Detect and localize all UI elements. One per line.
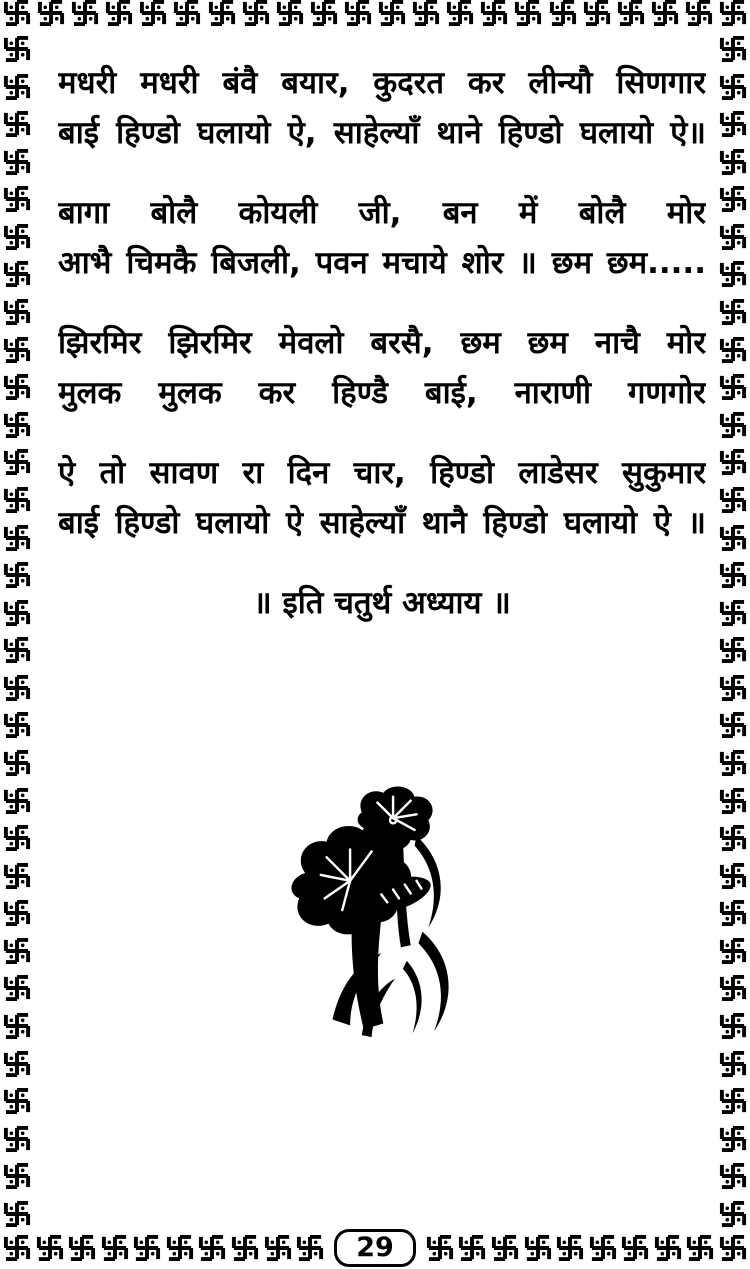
swastika-icon	[70, 0, 100, 28]
verse-line: मुलक मुलक कर हिण्डै बाई, नाराणी गणगोर	[58, 375, 706, 411]
swastika-icon	[548, 0, 578, 28]
swastika-icon	[445, 0, 475, 28]
swastika-icon	[2, 523, 32, 553]
stanza-3	[58, 318, 706, 418]
swastika-icon	[411, 0, 441, 28]
swastika-icon	[718, 1199, 748, 1229]
swastika-icon	[718, 297, 748, 327]
swastika-icon	[718, 710, 748, 740]
swastika-icon	[2, 560, 32, 590]
swastika-icon	[263, 1233, 293, 1263]
swastika-icon	[2, 673, 32, 703]
swastika-icon	[425, 1233, 455, 1263]
swastika-icon	[718, 635, 748, 665]
swastika-icon	[2, 72, 32, 102]
swastika-border-bottom	[0, 1229, 750, 1267]
swastika-icon	[2, 1124, 32, 1154]
swastika-icon	[718, 447, 748, 477]
swastika-icon	[718, 523, 748, 553]
swastika-icon	[718, 410, 748, 440]
swastika-icon	[718, 485, 748, 515]
swastika-icon	[2, 372, 32, 402]
swastika-icon	[718, 184, 748, 214]
stanza-2	[58, 188, 706, 288]
swastika-icon	[2, 335, 32, 365]
swastika-icon	[343, 0, 373, 28]
swastika-icon	[620, 1233, 650, 1263]
swastika-icon	[2, 147, 32, 177]
swastika-icon	[165, 1233, 195, 1263]
chapter-end-line: ॥ इति चतुर्थ अध्याय ॥	[253, 585, 511, 621]
swastika-icon	[2, 748, 32, 778]
swastika-icon	[718, 109, 748, 139]
verse-line: बाई हिण्डो घलायो ऐ, साहेल्याँ थाने हिण्डो घलायो ऐ॥	[58, 115, 706, 151]
swastika-icon	[2, 1161, 32, 1191]
swastika-icon	[718, 34, 748, 64]
swastika-icon	[718, 1161, 748, 1191]
swastika-icon	[718, 748, 748, 778]
verse-line: ऐ तो सावण रा दिन चार, हिण्डो लाडेसर सुकुमार	[58, 455, 706, 491]
swastika-icon	[2, 1199, 32, 1229]
swastika-icon	[36, 0, 66, 28]
swastika-icon	[275, 0, 305, 28]
swastika-icon	[718, 372, 748, 402]
swastika-icon	[2, 598, 32, 628]
swastika-icon	[2, 259, 32, 289]
flower-illustration	[268, 785, 483, 1043]
stanza-1	[58, 58, 706, 158]
swastika-icon	[653, 1233, 683, 1263]
swastika-border-left	[2, 34, 32, 1229]
swastika-icon	[650, 0, 680, 28]
swastika-icon	[718, 335, 748, 365]
swastika-icon	[172, 0, 202, 28]
swastika-icon	[718, 0, 748, 28]
swastika-icon	[138, 0, 168, 28]
verse-content	[58, 58, 706, 628]
swastika-icon	[2, 222, 32, 252]
swastika-icon	[685, 1233, 715, 1263]
verse-line: बाई हिण्डो घलायो ऐ साहेल्याँ थानै हिण्डो घलायो ऐ ॥	[58, 505, 706, 541]
swastika-icon	[490, 1233, 520, 1263]
swastika-icon	[309, 0, 339, 28]
verse-line: आभै चिमकै बिजली, पवन मचाये शोर ॥ छम छम.....	[58, 245, 706, 281]
swastika-icon	[2, 109, 32, 139]
swastika-border-bottom-left	[2, 1233, 325, 1263]
swastika-icon	[197, 1233, 227, 1263]
swastika-icon	[718, 222, 748, 252]
swastika-icon	[718, 560, 748, 590]
verse-line: बागा बोलै कोयली जी, बन में बोलै मोर	[58, 195, 706, 231]
swastika-icon	[718, 147, 748, 177]
swastika-icon	[2, 0, 32, 28]
swastika-icon	[377, 0, 407, 28]
swastika-icon	[2, 297, 32, 327]
swastika-icon	[100, 1233, 130, 1263]
swastika-icon	[2, 1086, 32, 1116]
verse-line: झिरमिर झिरमिर मेवलो बरसै, छम छम नाचै मोर	[58, 325, 706, 361]
swastika-icon	[2, 447, 32, 477]
swastika-icon	[241, 0, 271, 28]
verse-line: मधरी मधरी बंवै बयार, कुदरत कर लीन्यौ सिणगार	[58, 65, 706, 101]
swastika-icon	[718, 1086, 748, 1116]
swastika-icon	[295, 1233, 325, 1263]
page-number-badge: 29	[334, 1229, 416, 1267]
swastika-icon	[2, 184, 32, 214]
swastika-icon	[718, 1124, 748, 1154]
swastika-icon	[718, 598, 748, 628]
swastika-border-top	[0, 0, 750, 28]
swastika-icon	[2, 1049, 32, 1079]
swastika-icon	[67, 1233, 97, 1263]
swastika-icon	[513, 0, 543, 28]
stanza-4	[58, 448, 706, 548]
swastika-icon	[718, 259, 748, 289]
swastika-icon	[555, 1233, 585, 1263]
swastika-icon	[35, 1233, 65, 1263]
swastika-icon	[718, 1233, 748, 1263]
swastika-icon	[104, 0, 134, 28]
swastika-border-bottom-right	[425, 1233, 748, 1263]
swastika-icon	[2, 485, 32, 515]
swastika-icon	[718, 72, 748, 102]
swastika-icon	[230, 1233, 260, 1263]
swastika-icon	[523, 1233, 553, 1263]
swastika-icon	[2, 635, 32, 665]
swastika-icon	[2, 1233, 32, 1263]
swastika-icon	[2, 34, 32, 64]
swastika-icon	[684, 0, 714, 28]
swastika-icon	[2, 710, 32, 740]
swastika-border-right	[718, 34, 748, 1229]
swastika-icon	[2, 410, 32, 440]
swastika-icon	[718, 673, 748, 703]
swastika-icon	[718, 1049, 748, 1079]
swastika-icon	[457, 1233, 487, 1263]
flower-illustration-wrap	[0, 785, 750, 1043]
swastika-icon	[479, 0, 509, 28]
swastika-icon	[582, 0, 612, 28]
swastika-icon	[588, 1233, 618, 1263]
swastika-icon	[616, 0, 646, 28]
swastika-icon	[132, 1233, 162, 1263]
swastika-icon	[207, 0, 237, 28]
